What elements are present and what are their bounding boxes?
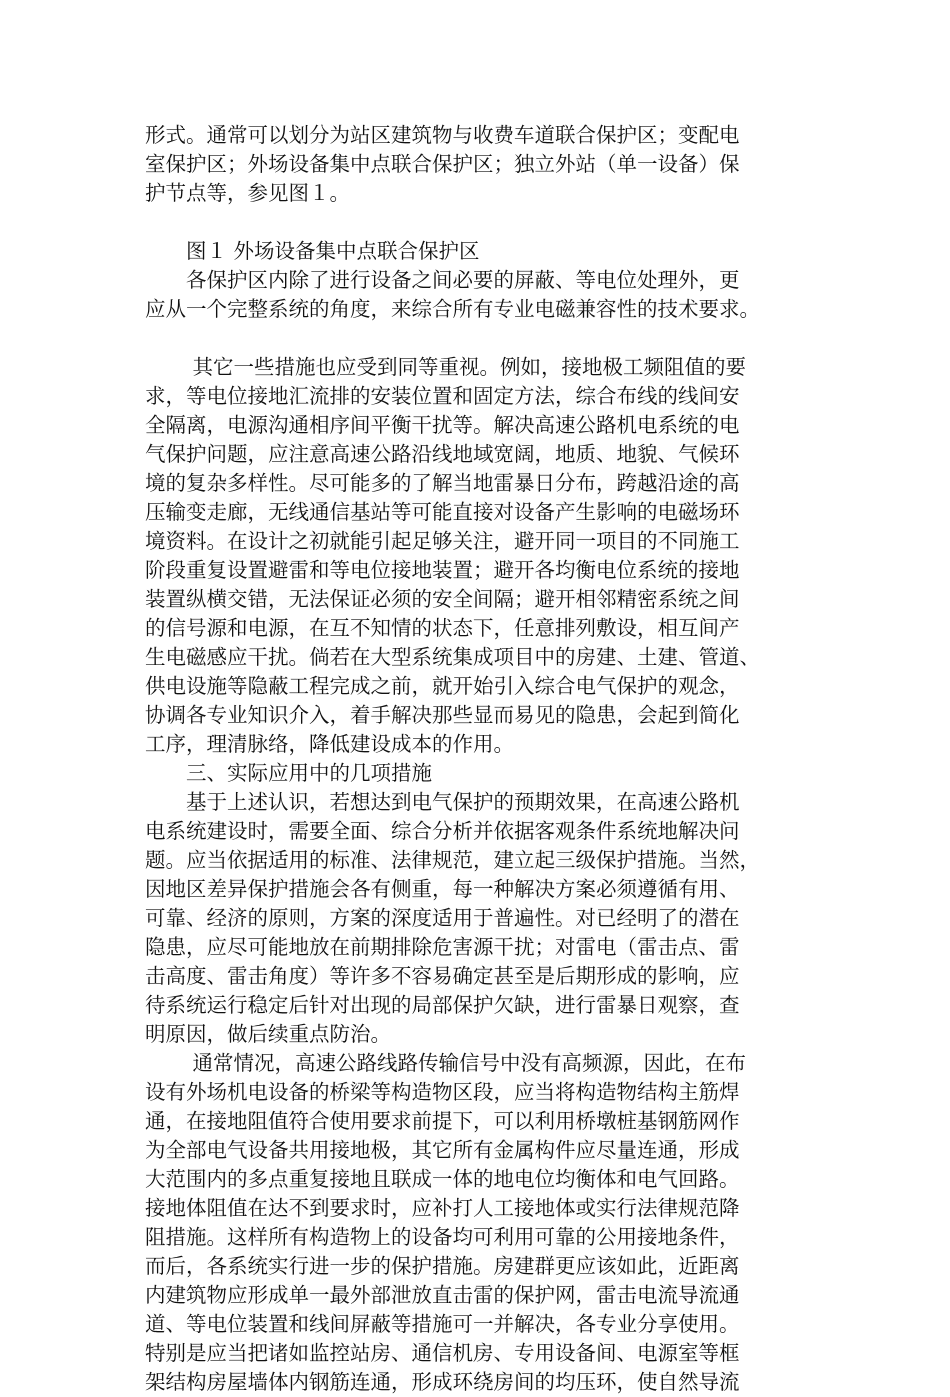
paragraph-line: 因地区差异保护措施会各有侧重，每一种解决方案必须遵循有用、 (145, 877, 740, 901)
paragraph-line: 生电磁感应干扰。倘若在大型系统集成项目中的房建、土建、管道、 (145, 645, 760, 669)
paragraph-line: 道、等电位装置和线间屏蔽等措施可一并解决，各专业分享使用。 (145, 1312, 740, 1336)
figure-caption: 图１ 外场设备集中点联合保护区 (145, 239, 480, 263)
paragraph-line: 而后，各系统实行进一步的保护措施。房建群更应该如此，近距离 (145, 1254, 740, 1278)
paragraph-line: 通常情况，高速公路线路传输信号中没有高频源，因此，在布 (145, 1051, 747, 1075)
paragraph-line: 可靠、经济的原则，方案的深度适用于普遍性。对已经明了的潜在 (145, 906, 740, 930)
paragraph-line: 室保护区；外场设备集中点联合保护区；独立外站（单一设备）保 (145, 152, 740, 176)
paragraph-line: 协调各专业知识介入，着手解决那些显而易见的隐患，会起到简化 (145, 703, 740, 727)
paragraph-line: 气保护问题，应注意高速公路沿线地域宽阔，地质、地貌、气候环 (145, 442, 740, 466)
paragraph-line: 境的复杂多样性。尽可能多的了解当地雷暴日分布，跨越沿途的高 (145, 471, 740, 495)
paragraph-line: 题。应当依据适用的标准、法律规范，建立起三级保护措施。当然， (145, 848, 760, 872)
blank-line (145, 324, 805, 353)
paragraph-line: 电系统建设时，需要全面、综合分析并依据客观条件系统地解决问 (145, 819, 740, 843)
paragraph-line: 护节点等，参见图１。 (145, 181, 350, 205)
blank-line (145, 208, 805, 237)
paragraph-line: 求，等电位接地汇流排的安装位置和固定方法，综合布线的线间安 (145, 384, 740, 408)
paragraph-line: 形式。通常可以划分为站区建筑物与收费车道联合保护区；变配电 (145, 123, 740, 147)
paragraph-line: 大范围内的多点重复接地且联成一体的地电位均衡体和电气回路。 (145, 1167, 740, 1191)
paragraph-line: 应从一个完整系统的角度，来综合所有专业电磁兼容性的技术要求。 (145, 297, 760, 321)
paragraph-line: 明原因，做后续重点防治。 (145, 1022, 391, 1046)
paragraph-line: 全隔离，电源沟通相序间平衡干扰等。解决高速公路机电系统的电 (145, 413, 740, 437)
paragraph-line: 装置纵横交错，无法保证必须的安全间隔；避开相邻精密系统之间 (145, 587, 740, 611)
paragraph-line: 通，在接地阻值符合使用要求前提下，可以利用桥墩桩基钢筋网作 (145, 1109, 740, 1133)
paragraph-line: 阶段重复设置避雷和等电位接地装置；避开各均衡电位系统的接地 (145, 558, 740, 582)
paragraph-line: 待系统运行稳定后针对出现的局部保护欠缺，进行雷暴日观察，查 (145, 993, 740, 1017)
paragraph-line: 隐患，应尽可能地放在前期排除危害源干扰；对雷电（雷击点、雷 (145, 935, 740, 959)
paragraph-line: 基于上述认识，若想达到电气保护的预期效果，在高速公路机 (145, 790, 740, 814)
paragraph-line: 的信号源和电源，在互不知情的状态下，任意排列敷设，相互间产 (145, 616, 740, 640)
paragraph-line: 内建筑物应形成单一最外部泄放直击雷的保护网，雷击电流导流通 (145, 1283, 740, 1307)
paragraph-line: 阻措施。这样所有构造物上的设备均可利用可靠的公用接地条件， (145, 1225, 740, 1249)
paragraph-line: 境资料。在设计之初就能引起足够关注，避开同一项目的不同施工 (145, 529, 740, 553)
document-body (145, 121, 805, 1397)
paragraph-line: 供电设施等隐蔽工程完成之前，就开始引入综合电气保护的观念， (145, 674, 740, 698)
paragraph-line: 击高度、雷击角度）等许多不容易确定甚至是后期形成的影响，应 (145, 964, 740, 988)
paragraph-line: 特别是应当把诸如监控站房、通信机房、专用设备间、电源室等框 (145, 1341, 740, 1365)
paragraph-line: 工序，理清脉络，降低建设成本的作用。 (145, 732, 514, 756)
paragraph-line: 为全部电气设备共用接地极，其它所有金属构件应尽量连通，形成 (145, 1138, 740, 1162)
paragraph-line: 压输变走廊，无线通信基站等可能直接对设备产生影响的电磁场环 (145, 500, 740, 524)
paragraph-line: 设有外场机电设备的桥梁等构造物区段，应当将构造物结构主筋焊 (145, 1080, 740, 1104)
paragraph-line: 其它一些措施也应受到同等重视。例如，接地极工频阻值的要 (145, 355, 747, 379)
paragraph-line: 架结构房屋墙体内钢筋连通，形成环绕房间的均压环，使自然导流 (145, 1370, 740, 1394)
paragraph-line: 接地体阻值在达不到要求时，应补打人工接地体或实行法律规范降 (145, 1196, 740, 1220)
section-heading: 三、实际应用中的几项措施 (145, 761, 432, 785)
paragraph-line: 各保护区内除了进行设备之间必要的屏蔽、等电位处理外，更 (145, 268, 740, 292)
